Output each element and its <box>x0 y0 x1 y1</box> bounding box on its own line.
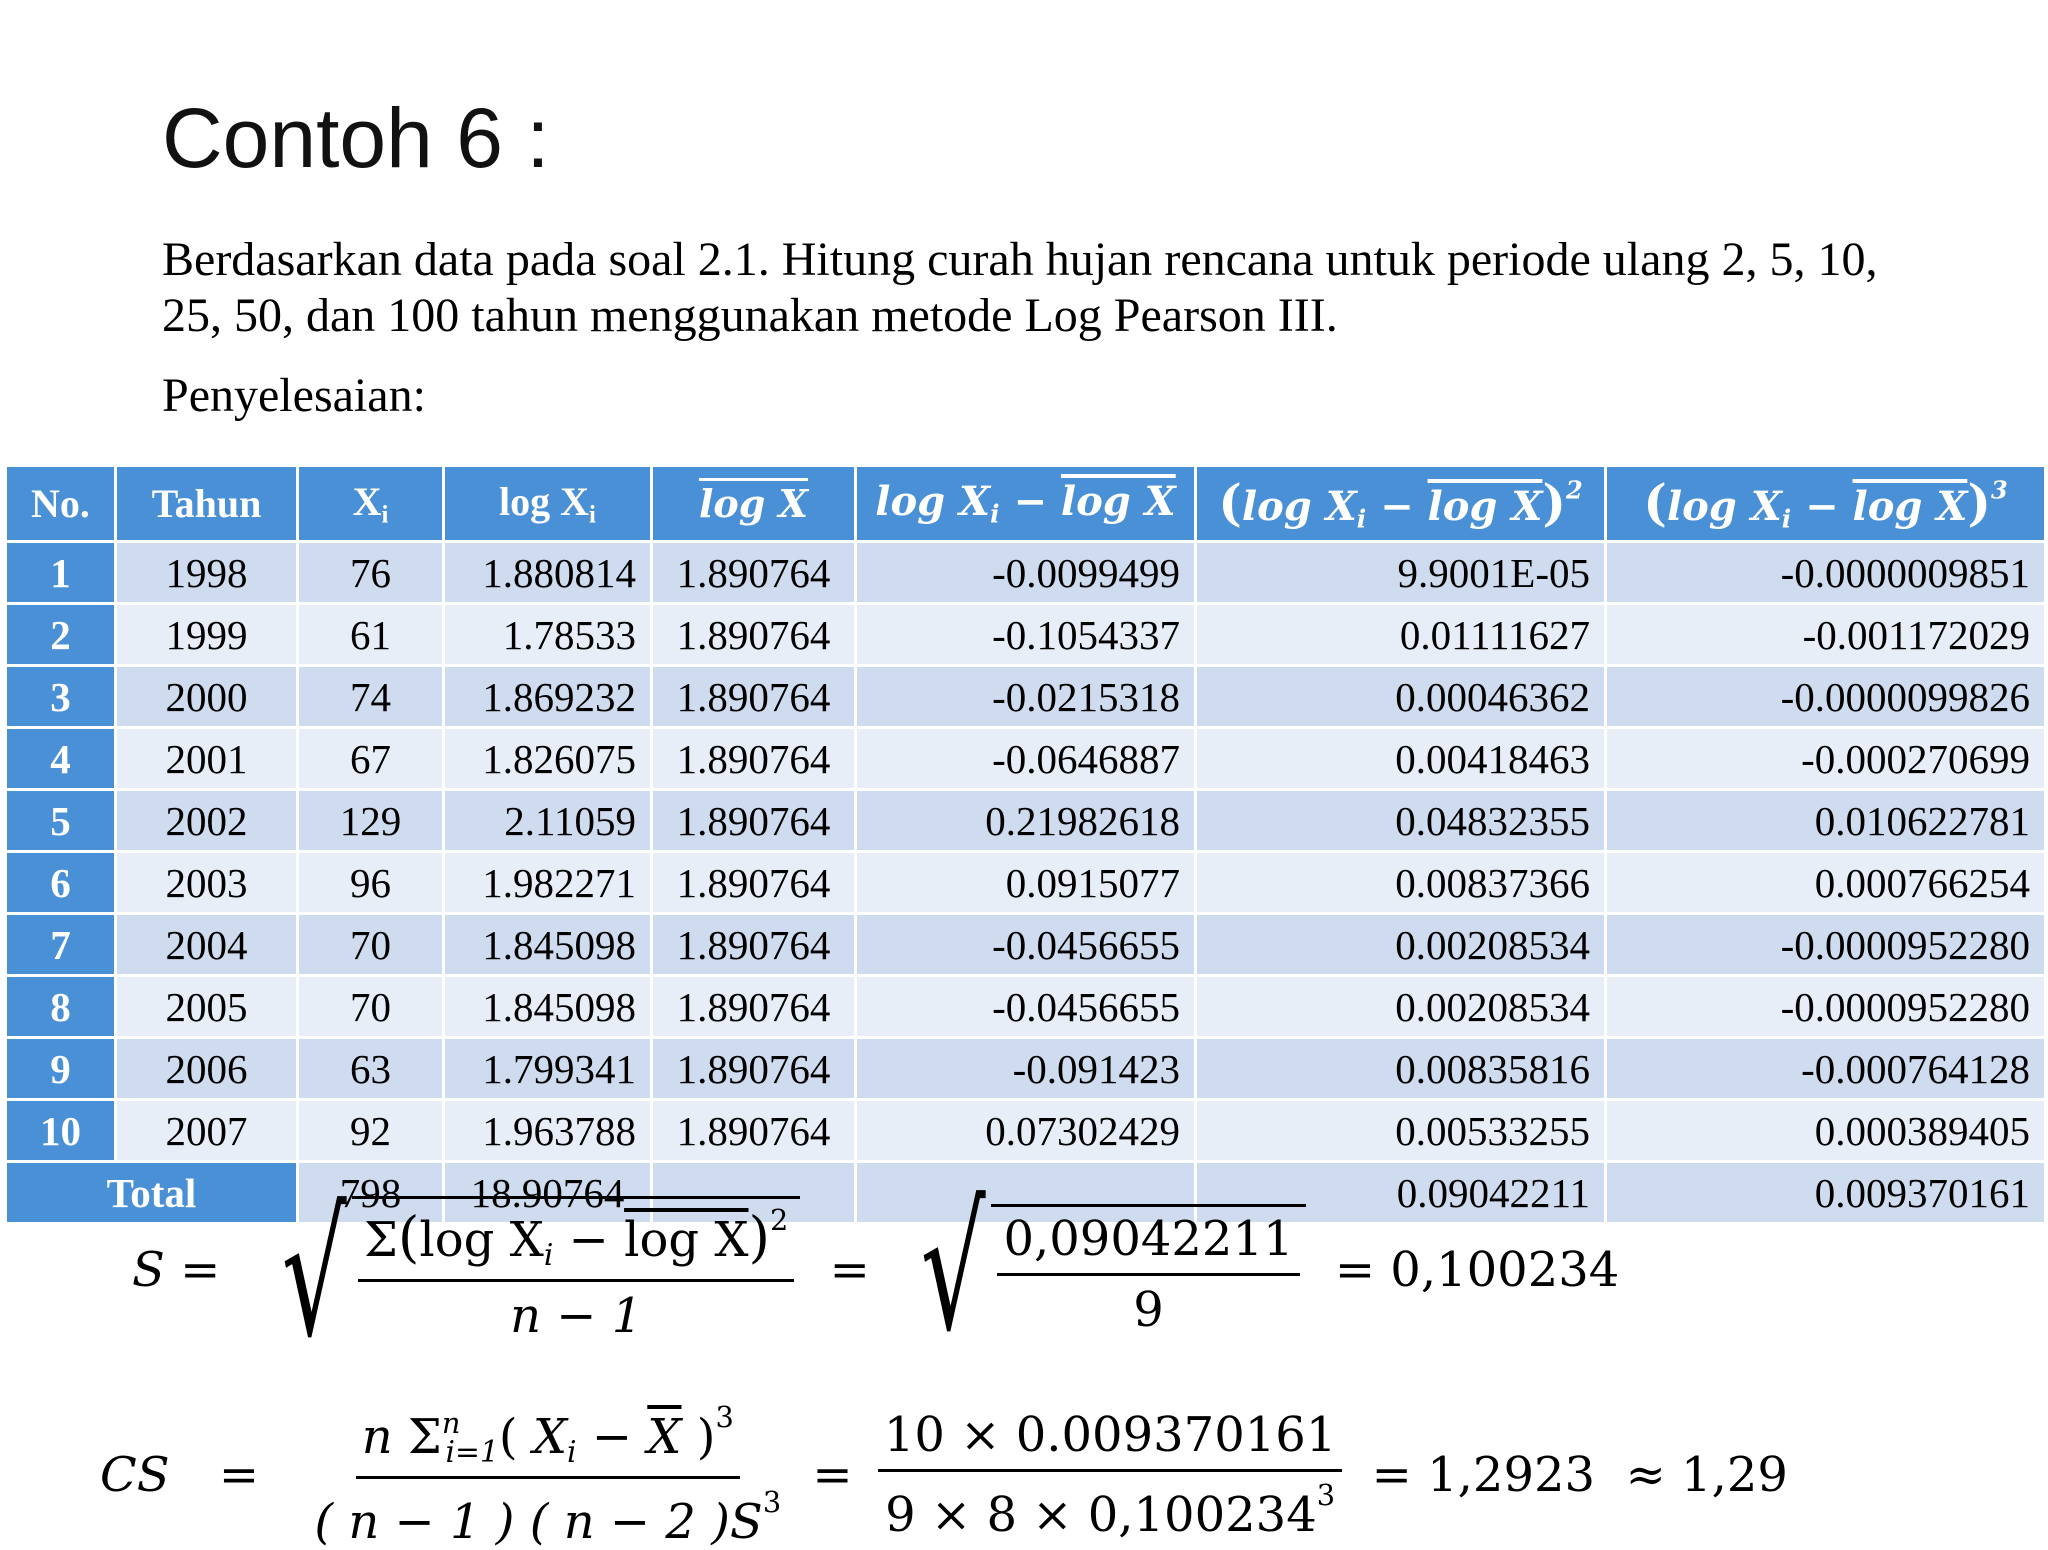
cell-tahun: 2001 <box>116 728 298 790</box>
cell-logxbar: 1.890764 <box>652 790 856 852</box>
formula-skewness <box>100 1400 1788 1550</box>
cell-no: 4 <box>6 728 116 790</box>
cell-logxi: 1.826075 <box>444 728 652 790</box>
table-row <box>6 1100 2046 1162</box>
cell-diff: 0.21982618 <box>856 790 1196 852</box>
cell-logxi: 1.963788 <box>444 1100 652 1162</box>
cell-diff: -0.0215318 <box>856 666 1196 728</box>
cell-xi: 70 <box>298 976 444 1038</box>
radical-sign: √ <box>920 1170 986 1369</box>
formula-cs-result: = 1,2923 ≈ 1,29 <box>1371 1446 1788 1503</box>
cell-logxbar: 1.890764 <box>652 1038 856 1100</box>
table-row <box>6 666 2046 728</box>
cell-tahun: 2000 <box>116 666 298 728</box>
table-row <box>6 914 2046 976</box>
cell-logxi: 1.869232 <box>444 666 652 728</box>
header-difference-squared: (log $X_i - \log X)^2$ <box>1196 466 1606 542</box>
cell-cu: -0.000764128 <box>1606 1038 2046 1100</box>
cell-xi: 96 <box>298 852 444 914</box>
cell-no: 10 <box>6 1100 116 1162</box>
cell-logxi: 1.982271 <box>444 852 652 914</box>
cell-logxbar: 1.890764 <box>652 852 856 914</box>
cell-logxbar: 1.890764 <box>652 914 856 976</box>
cell-no: 7 <box>6 914 116 976</box>
table-row <box>6 542 2046 604</box>
cell-xi: 70 <box>298 914 444 976</box>
cell-cu: 0.000766254 <box>1606 852 2046 914</box>
table-row <box>6 728 2046 790</box>
total-squared: 0.09042211 <box>1196 1162 1606 1224</box>
cell-xi: 129 <box>298 790 444 852</box>
equals-sign: = <box>218 1446 260 1503</box>
cell-cu: -0.000270699 <box>1606 728 2046 790</box>
cell-xi: 74 <box>298 666 444 728</box>
equals-sign: = <box>829 1241 870 1298</box>
cell-diff: -0.091423 <box>856 1038 1196 1100</box>
table-row <box>6 976 2046 1038</box>
cell-diff: -0.0099499 <box>856 542 1196 604</box>
table-header-row <box>6 466 2046 542</box>
cell-no: 2 <box>6 604 116 666</box>
cell-diff: -0.0456655 <box>856 976 1196 1038</box>
cell-tahun: 2006 <box>116 1038 298 1100</box>
total-xi: 798 <box>298 1162 444 1224</box>
cell-xi: 67 <box>298 728 444 790</box>
total-cubed: 0.009370161 <box>1606 1162 2046 1224</box>
cell-cu: -0.0000952280 <box>1606 976 2046 1038</box>
cell-logxbar: 1.890764 <box>652 1100 856 1162</box>
header-tahun: Tahun <box>116 466 298 542</box>
cell-diff: 0.0915077 <box>856 852 1196 914</box>
cell-cu: 0.010622781 <box>1606 790 2046 852</box>
cell-no: 1 <box>6 542 116 604</box>
formula-s-lhs: S = <box>132 1241 221 1298</box>
cell-logxi: 1.845098 <box>444 914 652 976</box>
cell-logxi: 2.11059 <box>444 790 652 852</box>
header-no: No. <box>6 466 116 542</box>
total-log-xi: 18.90764 <box>444 1162 652 1224</box>
problem-statement: Berdasarkan data pada soal 2.1. Hitung curah hujan rencana untuk periode ulang 2, 5, 10, 25, 50, dan 100 tahun menggunakan metode Log Pearson III. <box>162 233 1878 342</box>
cell-sq: 0.01111627 <box>1196 604 1606 666</box>
cell-sq: 0.00835816 <box>1196 1038 1606 1100</box>
cell-sq: 0.00208534 <box>1196 976 1606 1038</box>
cell-logxbar: 1.890764 <box>652 728 856 790</box>
cell-tahun: 2005 <box>116 976 298 1038</box>
cell-logxbar: 1.890764 <box>652 604 856 666</box>
cell-diff: -0.0456655 <box>856 914 1196 976</box>
table-row <box>6 604 2046 666</box>
table-row <box>6 1038 2046 1100</box>
header-log-x-bar: log X <box>652 466 856 542</box>
log-pearson-table <box>4 464 2047 1225</box>
cell-no: 5 <box>6 790 116 852</box>
solution-label: Penyelesaian: <box>162 369 426 422</box>
cell-sq: 0.00418463 <box>1196 728 1606 790</box>
cell-diff: 0.07302429 <box>856 1100 1196 1162</box>
cell-no: 9 <box>6 1038 116 1100</box>
header-difference-cubed: (log $X_i - \log X)^3$ <box>1606 466 2046 542</box>
cell-tahun: 2007 <box>116 1100 298 1162</box>
header-log-xi: $\log X_i$ <box>444 466 652 542</box>
cell-tahun: 1999 <box>116 604 298 666</box>
cell-logxi: 1.78533 <box>444 604 652 666</box>
cell-logxbar: 1.890764 <box>652 666 856 728</box>
cell-diff: -0.0646887 <box>856 728 1196 790</box>
cell-no: 3 <box>6 666 116 728</box>
cell-sq: 0.00208534 <box>1196 914 1606 976</box>
cs-fraction: $\frac{n \Sigma^n_{i=1}( X_i - \overline{X} )^3}{( n - 1 ) ( n - 2 )S^3}$ <box>314 1400 782 1550</box>
cell-xi: 92 <box>298 1100 444 1162</box>
cell-cu: 0.000389405 <box>1606 1100 2046 1162</box>
total-label: Total <box>6 1162 298 1224</box>
cell-tahun: 2002 <box>116 790 298 852</box>
cell-logxi: 1.845098 <box>444 976 652 1038</box>
equals-sign: = <box>812 1446 853 1503</box>
table-row <box>6 852 2046 914</box>
formula-s-result: = 0,100234 <box>1334 1241 1620 1298</box>
cell-sq: 0.00837366 <box>1196 852 1606 914</box>
cell-sq: 0.00533255 <box>1196 1100 1606 1162</box>
cell-xi: 61 <box>298 604 444 666</box>
cell-tahun: 2003 <box>116 852 298 914</box>
cell-sq: 9.9001E-05 <box>1196 542 1606 604</box>
cell-xi: 63 <box>298 1038 444 1100</box>
cell-sq: 0.04832355 <box>1196 790 1606 852</box>
formula-cs-lhs: CS <box>100 1446 170 1503</box>
cell-tahun: 1998 <box>116 542 298 604</box>
cell-no: 8 <box>6 976 116 1038</box>
cell-sq: 0.00046362 <box>1196 666 1606 728</box>
cell-logxbar: 1.890764 <box>652 542 856 604</box>
cs-numeric-fraction: $\frac{10 \times 0.009370161}{9 \times 8 \times 0,100234^3}$ <box>878 1407 1342 1543</box>
cell-logxi: 1.880814 <box>444 542 652 604</box>
cell-cu: -0.0000099826 <box>1606 666 2046 728</box>
cell-cu: -0.0000009851 <box>1606 542 2046 604</box>
cell-cu: -0.0000952280 <box>1606 914 2046 976</box>
cell-cu: -0.001172029 <box>1606 604 2046 666</box>
cell-xi: 76 <box>298 542 444 604</box>
cell-tahun: 2004 <box>116 914 298 976</box>
cell-diff: -0.1054337 <box>856 604 1196 666</box>
cell-logxbar: 1.890764 <box>652 976 856 1038</box>
radical-sign: √ <box>281 1176 347 1375</box>
table-row <box>6 790 2046 852</box>
cell-logxi: 1.799341 <box>444 1038 652 1100</box>
sqrt-expression: √ $\frac{0,09042211}{9}$ <box>899 1202 1305 1338</box>
header-xi: $X_i$ <box>298 466 444 542</box>
header-difference: $\log X_i - \log X$ <box>856 466 1196 542</box>
sqrt-expression: √ $\frac{\Sigma(\log X_i - \log X)^2}{n - 1}$ <box>260 1196 801 1344</box>
cell-no: 6 <box>6 852 116 914</box>
slide-title: Contoh 6 : <box>162 91 550 185</box>
